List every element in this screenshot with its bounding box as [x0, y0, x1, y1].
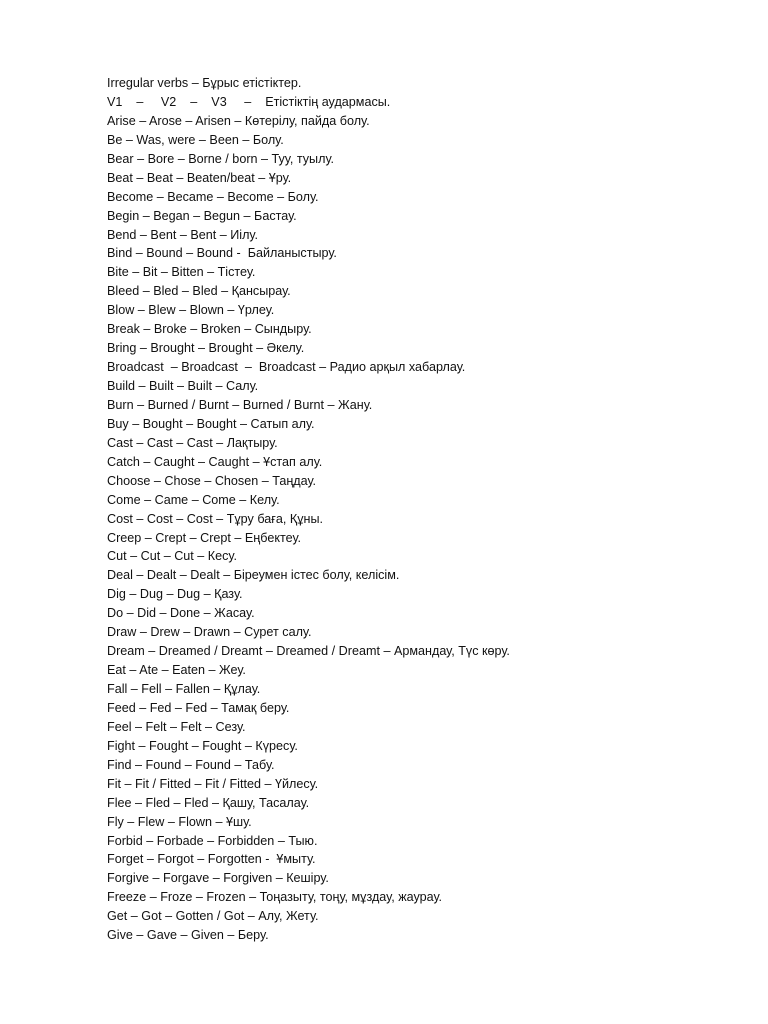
verb-entry-line: Begin – Began – Begun – Бастау. [107, 208, 297, 223]
verb-entry-line: Bite – Bit – Bitten – Тістеу. [107, 265, 256, 280]
verb-entry-line: Buy – Bought – Bought – Сатып алу. [107, 416, 315, 431]
verb-entry-line: Burn – Burned / Burnt – Burned / Burnt – Жану. [107, 397, 373, 412]
verb-entry-line: Be – Was, were – Been – Болу. [107, 132, 284, 147]
verb-entry-line: Freeze – Froze – Frozen – Тоңазыту, тоңу, мұздау, жаурау. [107, 890, 443, 905]
verb-entry-line: Find – Found – Found – Табу. [107, 757, 275, 772]
verb-entry-line: Cast – Cast – Cast – Лақтыру. [107, 435, 278, 450]
verb-entry-line: Draw – Drew – Drawn – Сурет салу. [107, 625, 312, 640]
verb-entry-line: Cut – Cut – Cut – Кесу. [107, 549, 237, 564]
verb-entry-line: Build – Built – Built – Салу. [107, 379, 259, 393]
verb-entry-line: Beat – Beat – Beaten/beat – Ұру. [107, 170, 292, 185]
verb-entry-line: Forget – Forgot – Forgotten - Ұмыту. [107, 852, 316, 867]
verb-entry-line: Get – Got – Gotten / Got – Алу, Жету. [107, 909, 319, 924]
verb-entry-line: Fit – Fit / Fitted – Fit / Fitted – Үйлесу. [107, 776, 319, 791]
verb-entry-line: Give – Gave – Given – Беру. [107, 928, 269, 943]
verb-entry-line: Fight – Fought – Fought – Күресу. [107, 738, 298, 753]
verb-entry-line: Broadcast – Broadcast – Broadcast – Радио арқыл хабарлау. [107, 360, 466, 375]
verb-entry-line: Bind – Bound – Bound - Байланыстыру. [107, 246, 337, 261]
verb-entry-line: Feel – Felt – Felt – Сезу. [107, 719, 246, 734]
verb-entry-line: Feed – Fed – Fed – Тамақ беру. [107, 700, 290, 715]
verb-entry-line: Bear – Bore – Borne / born – Туу, туылу. [107, 151, 334, 166]
verb-entry-line: Become – Became – Become – Болу. [107, 189, 319, 204]
verb-entry-line: Forgive – Forgave – Forgiven – Кешіру. [107, 871, 329, 886]
verb-entry-line: Bleed – Bled – Bled – Қансырау. [107, 284, 291, 299]
verb-entry-line: Bring – Brought – Brought – Әкелу. [107, 341, 305, 356]
verb-entry-line: Forbid – Forbade – Forbidden – Тыю. [107, 833, 318, 848]
verb-list [107, 74, 747, 945]
document-title: Irregular verbs – Бұрыс етістіктер. [107, 76, 302, 90]
verb-entry-line: Cost – Cost – Cost – Тұру баға, Құны. [107, 511, 323, 526]
column-header-line: V1 – V2 – V3 – Етістіктің аудармасы. [107, 94, 391, 109]
verb-entry-line: Arise – Arose – Arisen – Көтерілу, пайда болу. [107, 113, 370, 128]
verb-entry-line: Fly – Flew – Flown – Ұшу. [107, 814, 252, 829]
verb-entry-line: Choose – Chose – Chosen – Таңдау. [107, 473, 317, 488]
verb-entry-line: Dream – Dreamed / Dreamt – Dreamed / Dreamt – Армандау, Түс көру. [107, 644, 510, 659]
verb-entry-line: Creep – Crept – Crept – Еңбектеу. [107, 530, 302, 545]
verb-entry-line: Deal – Dealt – Dealt – Біреумен істес болу, келісім. [107, 568, 400, 583]
verb-entry-line: Do – Did – Done – Жасау. [107, 606, 255, 621]
verb-entry-line: Fall – Fell – Fallen – Құлау. [107, 682, 261, 696]
verb-entry-line: Come – Came – Come – Келу. [107, 492, 280, 507]
verb-entry-line: Eat – Ate – Eaten – Жеу. [107, 663, 246, 678]
verb-entry-line: Flee – Fled – Fled – Қашу, Тасалау. [107, 795, 310, 810]
verb-entry-line: Bend – Bent – Bent – Иілу. [107, 227, 258, 242]
verb-entry-line: Break – Broke – Broken – Сындыру. [107, 322, 312, 337]
verb-entry-line: Dig – Dug – Dug – Қазу. [107, 587, 243, 602]
verb-entry-line: Catch – Caught – Caught – Ұстап алу. [107, 454, 323, 469]
verb-entry-line: Blow – Blew – Blown – Үрлеу. [107, 303, 275, 318]
